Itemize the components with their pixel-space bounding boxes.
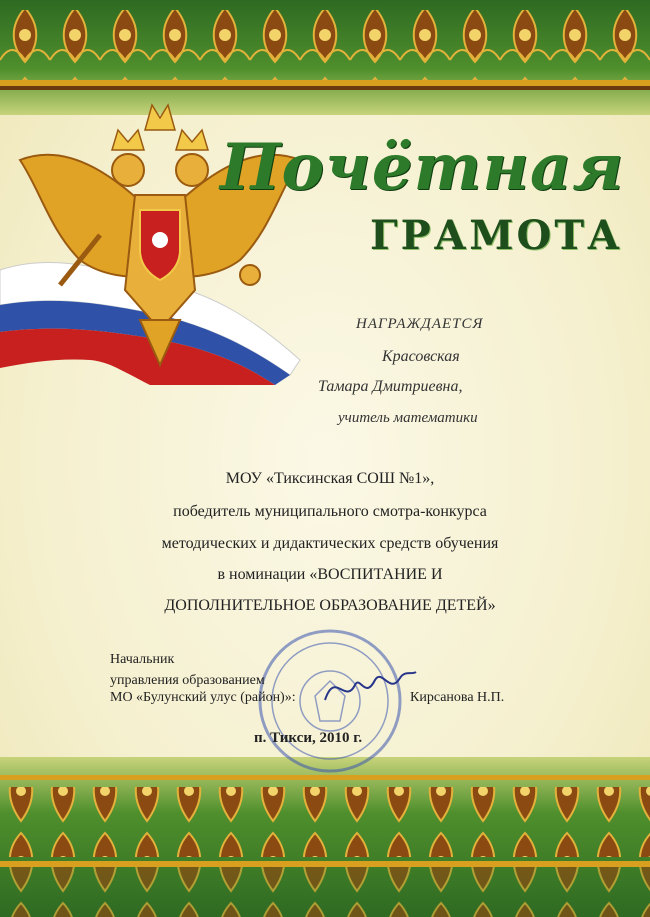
signatory-title-line2: управления образованием (110, 673, 265, 688)
bottom-ornament-border (0, 757, 650, 917)
signatory-name: Кирсанова Н.П. (410, 690, 505, 705)
certificate-title (220, 130, 640, 280)
signatory-title-line3: МО «Булунский улус (район)»: (110, 690, 296, 705)
signatory-title-line1: Начальник (110, 652, 175, 667)
top-ornament-border (0, 0, 650, 115)
body-line-means: методических и дидактических средств обучения (161, 535, 499, 552)
body-line-nomination-cont: ДОПОЛНИТЕЛЬНОЕ ОБРАЗОВАНИЕ ДЕТЕЙ» (164, 597, 496, 614)
title-caps-word: ГРАМОТА (370, 212, 623, 259)
body-line-school: МОУ «Тиксинская СОШ №1», (225, 470, 435, 487)
body-line-winner: победитель муниципального смотра-конкурса (173, 503, 487, 520)
recipient-surname: Красовская (382, 348, 460, 365)
recipient-first-patronymic: Тамара Дмитриевна, (318, 378, 463, 395)
awarded-label: НАГРАЖДАЕТСЯ (356, 316, 484, 332)
recipient-position: учитель математики (338, 410, 478, 426)
title-script-word: Почётная (220, 130, 625, 205)
body-line-nomination: в номинации «ВОСПИТАНИЕ И (217, 566, 443, 583)
place-and-date: п. Тикси, 2010 г. (254, 730, 363, 746)
handwritten-signature (320, 660, 420, 715)
